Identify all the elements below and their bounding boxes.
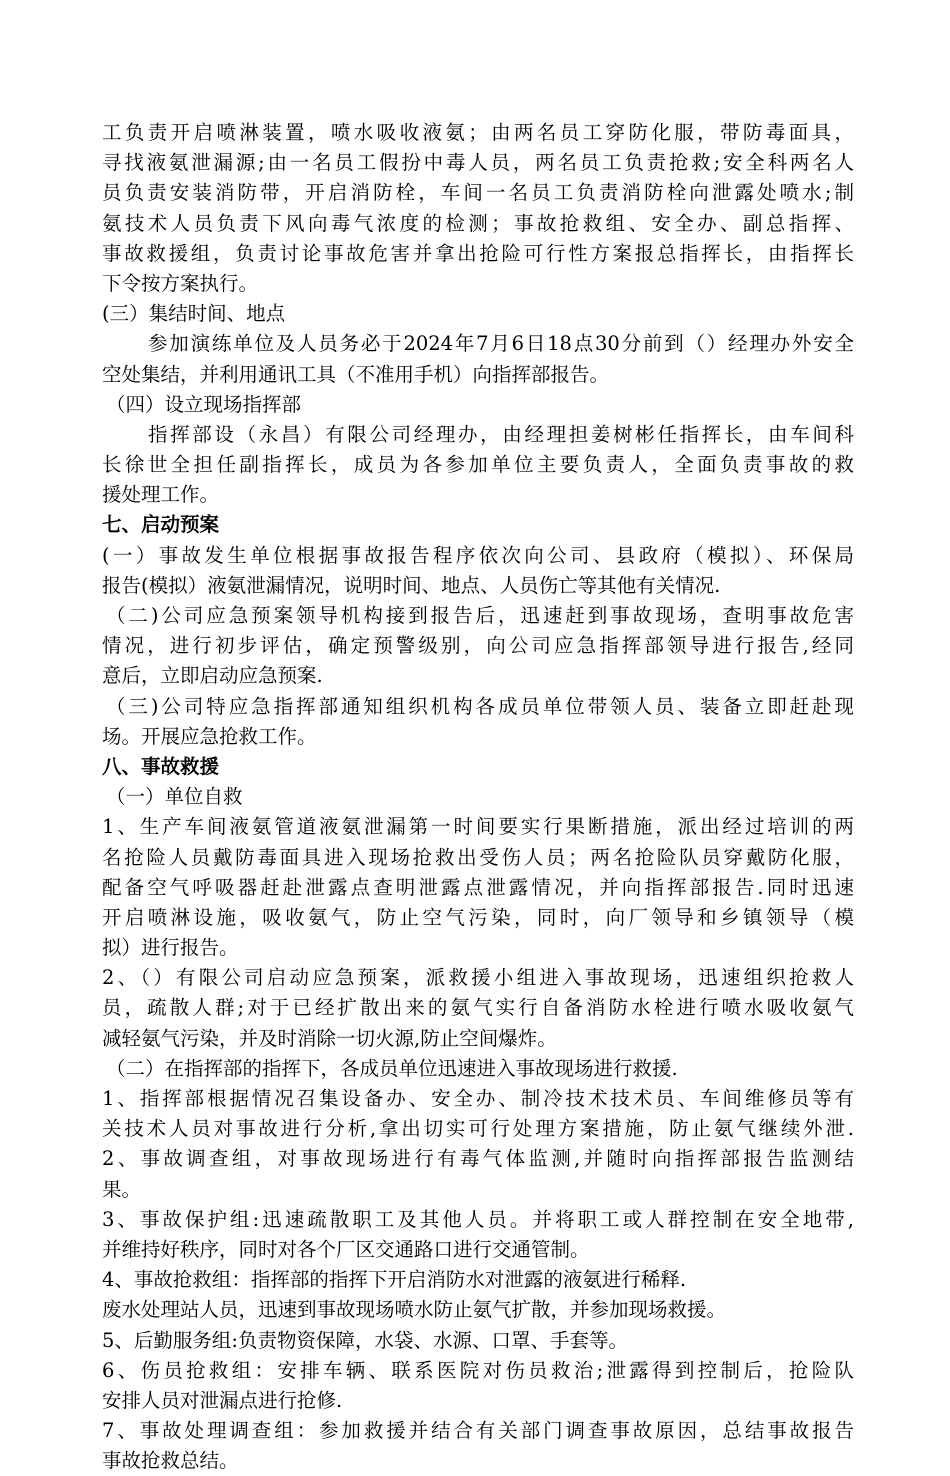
paragraph-line: 7、事故处理调查组：参加救援并结合有关部门调查事故原因，总结事故报告 (102, 1419, 854, 1443)
paragraph-line: 氨技术人员负责下风向毒气浓度的检测；事故抢救组、安全办、副总指挥、 (102, 211, 854, 235)
paragraph-line: 3、事故保护组:迅速疏散职工及其他人员。并将职工或人群控制在安全地带, (102, 1207, 854, 1231)
paragraph-line: 配备空气呼吸器赶赴泄露点查明泄露点泄露情况，并向指挥部报告.同时迅速 (102, 875, 854, 899)
paragraph-line: 关技术人员对事故进行分析,拿出切实可行处理方案措施，防止氨气继续外泄. (102, 1117, 854, 1141)
document-body (102, 118, 854, 1476)
paragraph-line: 2、事故调查组，对事故现场进行有毒气体监测,并随时向指挥部报告监测结 (102, 1147, 854, 1171)
paragraph-line: 下令按方案执行。 (102, 271, 259, 295)
paragraph-line: 并维持好秩序，同时对各个厂区交通路口进行交通管制。 (102, 1237, 590, 1261)
paragraph-line: 情况，进行初步评估，确定预警级别，向公司应急指挥部领导进行报告,经同 (102, 634, 854, 658)
paragraph-line: 寻找液氨泄漏源;由一名员工假扮中毒人员，两名员工负责抢救;安全科两名人 (102, 151, 854, 175)
paragraph-line: 果。 (102, 1177, 142, 1201)
paragraph-line: 长徐世全担任副指挥长，成员为各参加单位主要负责人，全面负责事故的救 (102, 453, 854, 477)
paragraph-line: 名抢险人员戴防毒面具进入现场抢救出受伤人员；两名抢险队员穿戴防化服， (102, 845, 854, 869)
paragraph-line: 废水处理站人员，迅速到事故现场喷水防止氨气扩散，并参加现场救援。 (102, 1298, 727, 1322)
paragraph-line: 拟）进行报告。 (102, 936, 239, 960)
section-heading: 七、启动预案 (102, 513, 220, 537)
paragraph-line: 援处理工作。 (102, 483, 220, 507)
paragraph-line: 减轻氨气污染，并及时消除一切火源,防止空间爆炸。 (102, 1026, 557, 1050)
paragraph-line: 场。开展应急抢救工作。 (102, 724, 317, 748)
paragraph-line: 1、生产车间液氨管道液氨泄漏第一时间要实行果断措施，派出经过培训的两 (102, 815, 854, 839)
paragraph-line: 4、事故抢救组：指挥部的指挥下开启消防水对泄露的液氨进行稀释. (102, 1268, 687, 1292)
subsection-heading: （四）设立现场指挥部 (106, 392, 302, 416)
subsection-heading: (三）集结时间、地点 (102, 302, 286, 326)
paragraph-line: 报告(模拟）液氨泄漏情况，说明时间、地点、人员伤亡等其他有关情况. (102, 573, 721, 597)
paragraph-line: 意后，立即启动应急预案. (102, 664, 323, 688)
paragraph-line: （二)公司应急预案领导机构接到报告后，迅速赶到事故现场，查明事故危害 (106, 604, 854, 627)
paragraph-line: 开启喷淋设施，吸收氨气，防止空气污染，同时，向厂领导和乡镇领导（模 (102, 905, 854, 929)
paragraph-line: 空处集结，并利用通讯工具（不准用手机）向指挥部报告。 (102, 362, 610, 386)
paragraph-line: 指挥部设（永昌）有限公司经理办，由经理担姜树彬任指挥长，由车间科 (148, 422, 854, 446)
subsection-heading: （一）单位自救 (106, 785, 243, 809)
paragraph-line: (一）事故发生单位根据事故报告程序依次向公司、县政府（模拟）、环保局 (102, 543, 854, 567)
paragraph-line: 2、（）有限公司启动应急预案，派救援小组进入事故现场，迅速组织抢救人 (102, 966, 854, 990)
subsection-heading: （二）在指挥部的指挥下，各成员单位迅速进入事故现场进行救援. (106, 1056, 678, 1080)
paragraph-line: 1、指挥部根据情况召集设备办、安全办、制冷技术技术员、车间维修员等有 (102, 1087, 854, 1110)
paragraph-line: 事故救援组，负责讨论事故危害并拿出抢险可行性方案报总指挥长，由指挥长 (102, 241, 854, 265)
section-heading: 八、事故救援 (102, 754, 220, 778)
paragraph-line: 安排人员对泄漏点进行抢修. (102, 1388, 343, 1412)
paragraph-line: 员负责安装消防带，开启消防栓，车间一名员工负责消防栓向泄露处喷水;制 (102, 181, 854, 205)
paragraph-line: 员，疏散人群;对于已经扩散出来的氨气实行自备消防水栓进行喷水吸收氨气 (102, 996, 854, 1020)
paragraph-line: （三)公司特应急指挥部通知组织机构各成员单位带领人员、装备立即赶赴现 (106, 694, 854, 718)
paragraph-line: 工负责开启喷淋装置，喷水吸收液氨；由两名员工穿防化服，带防毒面具， (102, 121, 854, 144)
paragraph-line: 事故抢救总结。 (102, 1449, 239, 1473)
paragraph-line: 6、伤员抢救组：安排车辆、联系医院对伤员救治;泄露得到控制后，抢险队 (102, 1358, 854, 1382)
paragraph-line: 参加演练单位及人员务必于2024年7月6日18点30分前到（）经理办外安全 (148, 332, 854, 356)
paragraph-line: 5、后勤服务组:负责物资保障，水袋、水源、口罩、手套等。 (102, 1328, 628, 1352)
